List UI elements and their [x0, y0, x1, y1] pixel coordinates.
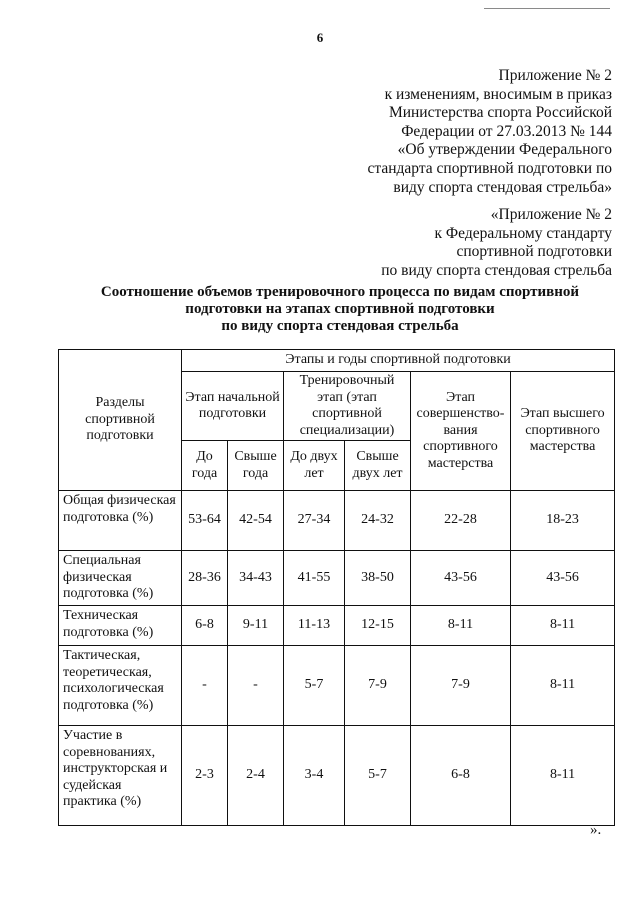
value-cell: -: [228, 646, 284, 726]
amendment-reference-block: [367, 67, 612, 197]
value-cell: 53-64: [182, 491, 228, 551]
value-cell: 6-8: [182, 606, 228, 646]
header-line: Федерации от 27.03.2013 № 144: [401, 122, 612, 140]
row-label: Техническая подготовка (%): [59, 606, 182, 646]
value-cell: 24-32: [345, 491, 411, 551]
subheader-cell: До года: [182, 441, 228, 491]
training-ratio-table: [58, 349, 615, 826]
stage-header-initial: Этап начальной подготовки: [182, 372, 284, 441]
value-cell: 5-7: [284, 646, 345, 726]
value-cell: 6-8: [411, 726, 511, 826]
row-label: Специальная физическая подготовка (%): [59, 551, 182, 606]
value-cell: 43-56: [411, 551, 511, 606]
closing-quote-mark: ».: [590, 822, 602, 838]
group-header-cell: Этапы и годы спортивной подготовки: [182, 350, 615, 372]
value-cell: 22-28: [411, 491, 511, 551]
value-cell: 8-11: [411, 606, 511, 646]
stage-header-higher: Этап высшего спортивного мастерства: [511, 372, 615, 491]
value-cell: 7-9: [411, 646, 511, 726]
header-line: стандарта спортивной подготовки по: [367, 159, 612, 177]
value-cell: 11-13: [284, 606, 345, 646]
header-line: Министерства спорта Российской: [388, 104, 612, 122]
value-cell: 38-50: [345, 551, 411, 606]
value-cell: 8-11: [511, 726, 615, 826]
value-cell: 34-43: [228, 551, 284, 606]
stage-header-improvement: Этап совершенство-вания спортивного мастерства: [411, 372, 511, 491]
value-cell: 27-34: [284, 491, 345, 551]
header-line: виду спорта стендовая стрельба»: [393, 178, 612, 196]
corner-header-cell: Разделы спортивной подготовки: [59, 350, 182, 491]
document-title: [80, 284, 600, 335]
header-line: к изменениям, вносимым в приказ: [384, 85, 612, 103]
appendix-line: «Приложение № 2: [490, 206, 612, 223]
table-row: [59, 646, 615, 726]
value-cell: 42-54: [228, 491, 284, 551]
appendix-line: к Федеральному стандарту: [434, 224, 612, 242]
subheader-cell: Свыше года: [228, 441, 284, 491]
top-rule: [484, 8, 610, 9]
header-line: «Об утверждении Федерального: [397, 141, 612, 159]
value-cell: 43-56: [511, 551, 615, 606]
appendix-line: по виду спорта стендовая стрельба: [381, 261, 612, 279]
value-cell: 8-11: [511, 606, 615, 646]
appendix-line: спортивной подготовки: [456, 243, 612, 261]
subheader-cell: Свыше двух лет: [345, 441, 411, 491]
title-line: Соотношение объемов тренировочного процесса по видам спортивной: [100, 284, 580, 300]
value-cell: 41-55: [284, 551, 345, 606]
table-row: [59, 551, 615, 606]
value-cell: 28-36: [182, 551, 228, 606]
table-row: [59, 726, 615, 826]
title-line: по виду спорта стендовая стрельба: [221, 318, 459, 334]
row-label: Участие в соревнованиях, инструкторская и судейская практика (%): [59, 726, 182, 826]
subheader-cell: До двух лет: [284, 441, 345, 491]
page-number: 6: [316, 30, 324, 45]
value-cell: 12-15: [345, 606, 411, 646]
value-cell: -: [182, 646, 228, 726]
value-cell: 8-11: [511, 646, 615, 726]
table-row: [59, 606, 615, 646]
title-line: подготовки на этапах спортивной подготовки: [185, 301, 495, 317]
value-cell: 18-23: [511, 491, 615, 551]
value-cell: 3-4: [284, 726, 345, 826]
value-cell: 7-9: [345, 646, 411, 726]
row-label: Тактическая, теоретическая, психологическая подготовка (%): [59, 646, 182, 726]
value-cell: 2-3: [182, 726, 228, 826]
value-cell: 5-7: [345, 726, 411, 826]
row-label: Общая физическая подготовка (%): [59, 491, 182, 551]
stage-header-training: Тренировочный этап (этап спортивной специализации): [284, 372, 411, 441]
header-line: Приложение № 2: [498, 67, 612, 84]
value-cell: 2-4: [228, 726, 284, 826]
value-cell: 9-11: [228, 606, 284, 646]
appendix-reference-block: [381, 206, 612, 280]
table-row: [59, 491, 615, 551]
